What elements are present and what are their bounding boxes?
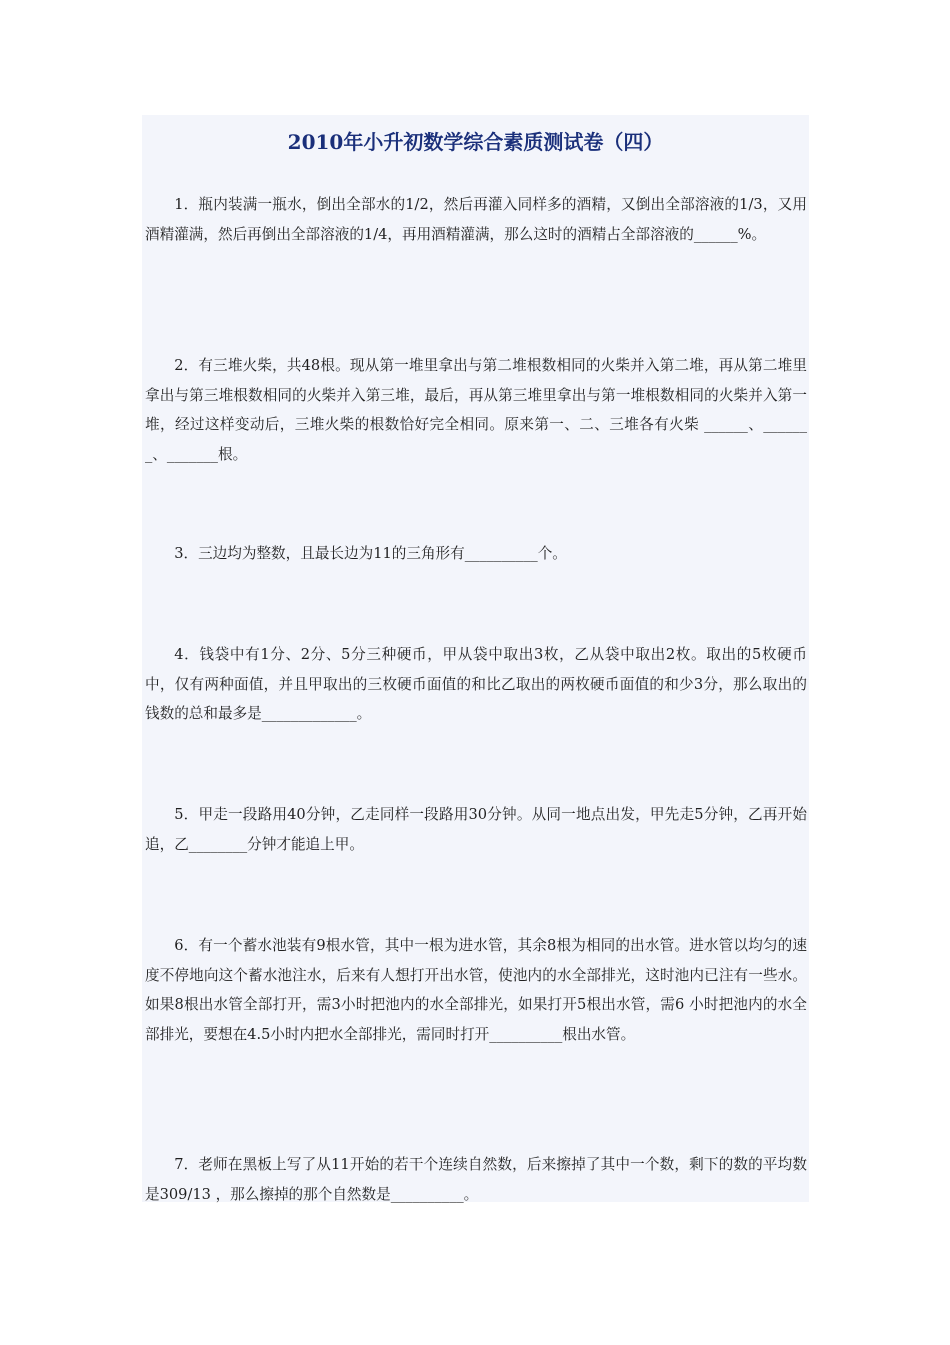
question-1: 1．瓶内装满一瓶水，倒出全部水的1/2，然后再灌入同样多的酒精，又倒出全部溶液的1/3，又用酒精灌满，然后再倒出全部溶液的1/4，再用酒精灌满，那么这时的酒精占全部溶液的______%。 bbox=[145, 196, 807, 243]
question-7: 7．老师在黑板上写了从11开始的若干个连续自然数，后来擦掉了其中一个数，剩下的数的平均数是309/13 ，那么擦掉的那个自然数是__________。 bbox=[145, 1156, 807, 1203]
question-5: 5．甲走一段路用40分钟，乙走同样一段路用30分钟。从同一地点出发，甲先走5分钟，乙再开始追，乙________分钟才能追上甲。 bbox=[145, 806, 807, 853]
question-6: 6．有一个蓄水池装有9根水管，其中一根为进水管，其余8根为相同的出水管。进水管以均匀的速度不停地向这个蓄水池注水，后来有人想打开出水管，使池内的水全部排光，这时池内已注有一些水。如果8根出水管全部打开，需3小时把池内的水全部排光，如果打开5根出水管，需6 小时把池内的水全部排光，要想在4.5小时内把水全部排光，需同时打开__________根出水管。 bbox=[145, 937, 807, 1043]
question-3: 3．三边均为整数，且最长边为11的三角形有__________个。 bbox=[174, 545, 567, 562]
question-4: 4．钱袋中有1分、2分、5分三种硬币，甲从袋中取出3枚，乙从袋中取出2枚。取出的5枚硬币中，仅有两种面值，并且甲取出的三枚硬币面值的和比乙取出的两枚硬币面值的和少3分，那么取出的钱数的总和最多是_____________。 bbox=[145, 646, 807, 722]
exam-sheet bbox=[142, 115, 809, 1202]
page-title: 2010年小升初数学综合素质测试卷（四） bbox=[287, 130, 664, 154]
question-2: 2．有三堆火柴，共48根。现从第一堆里拿出与第二堆根数相同的火柴并入第二堆，再从第二堆里拿出与第三堆根数相同的火柴并入第三堆，最后，再从第三堆里拿出与第一堆根数相同的火柴并入第一堆，经过这样变动后，三堆火柴的根数恰好完全相同。原来第一、二、三堆各有火柴 ______、_______、_______根。 bbox=[145, 357, 807, 463]
